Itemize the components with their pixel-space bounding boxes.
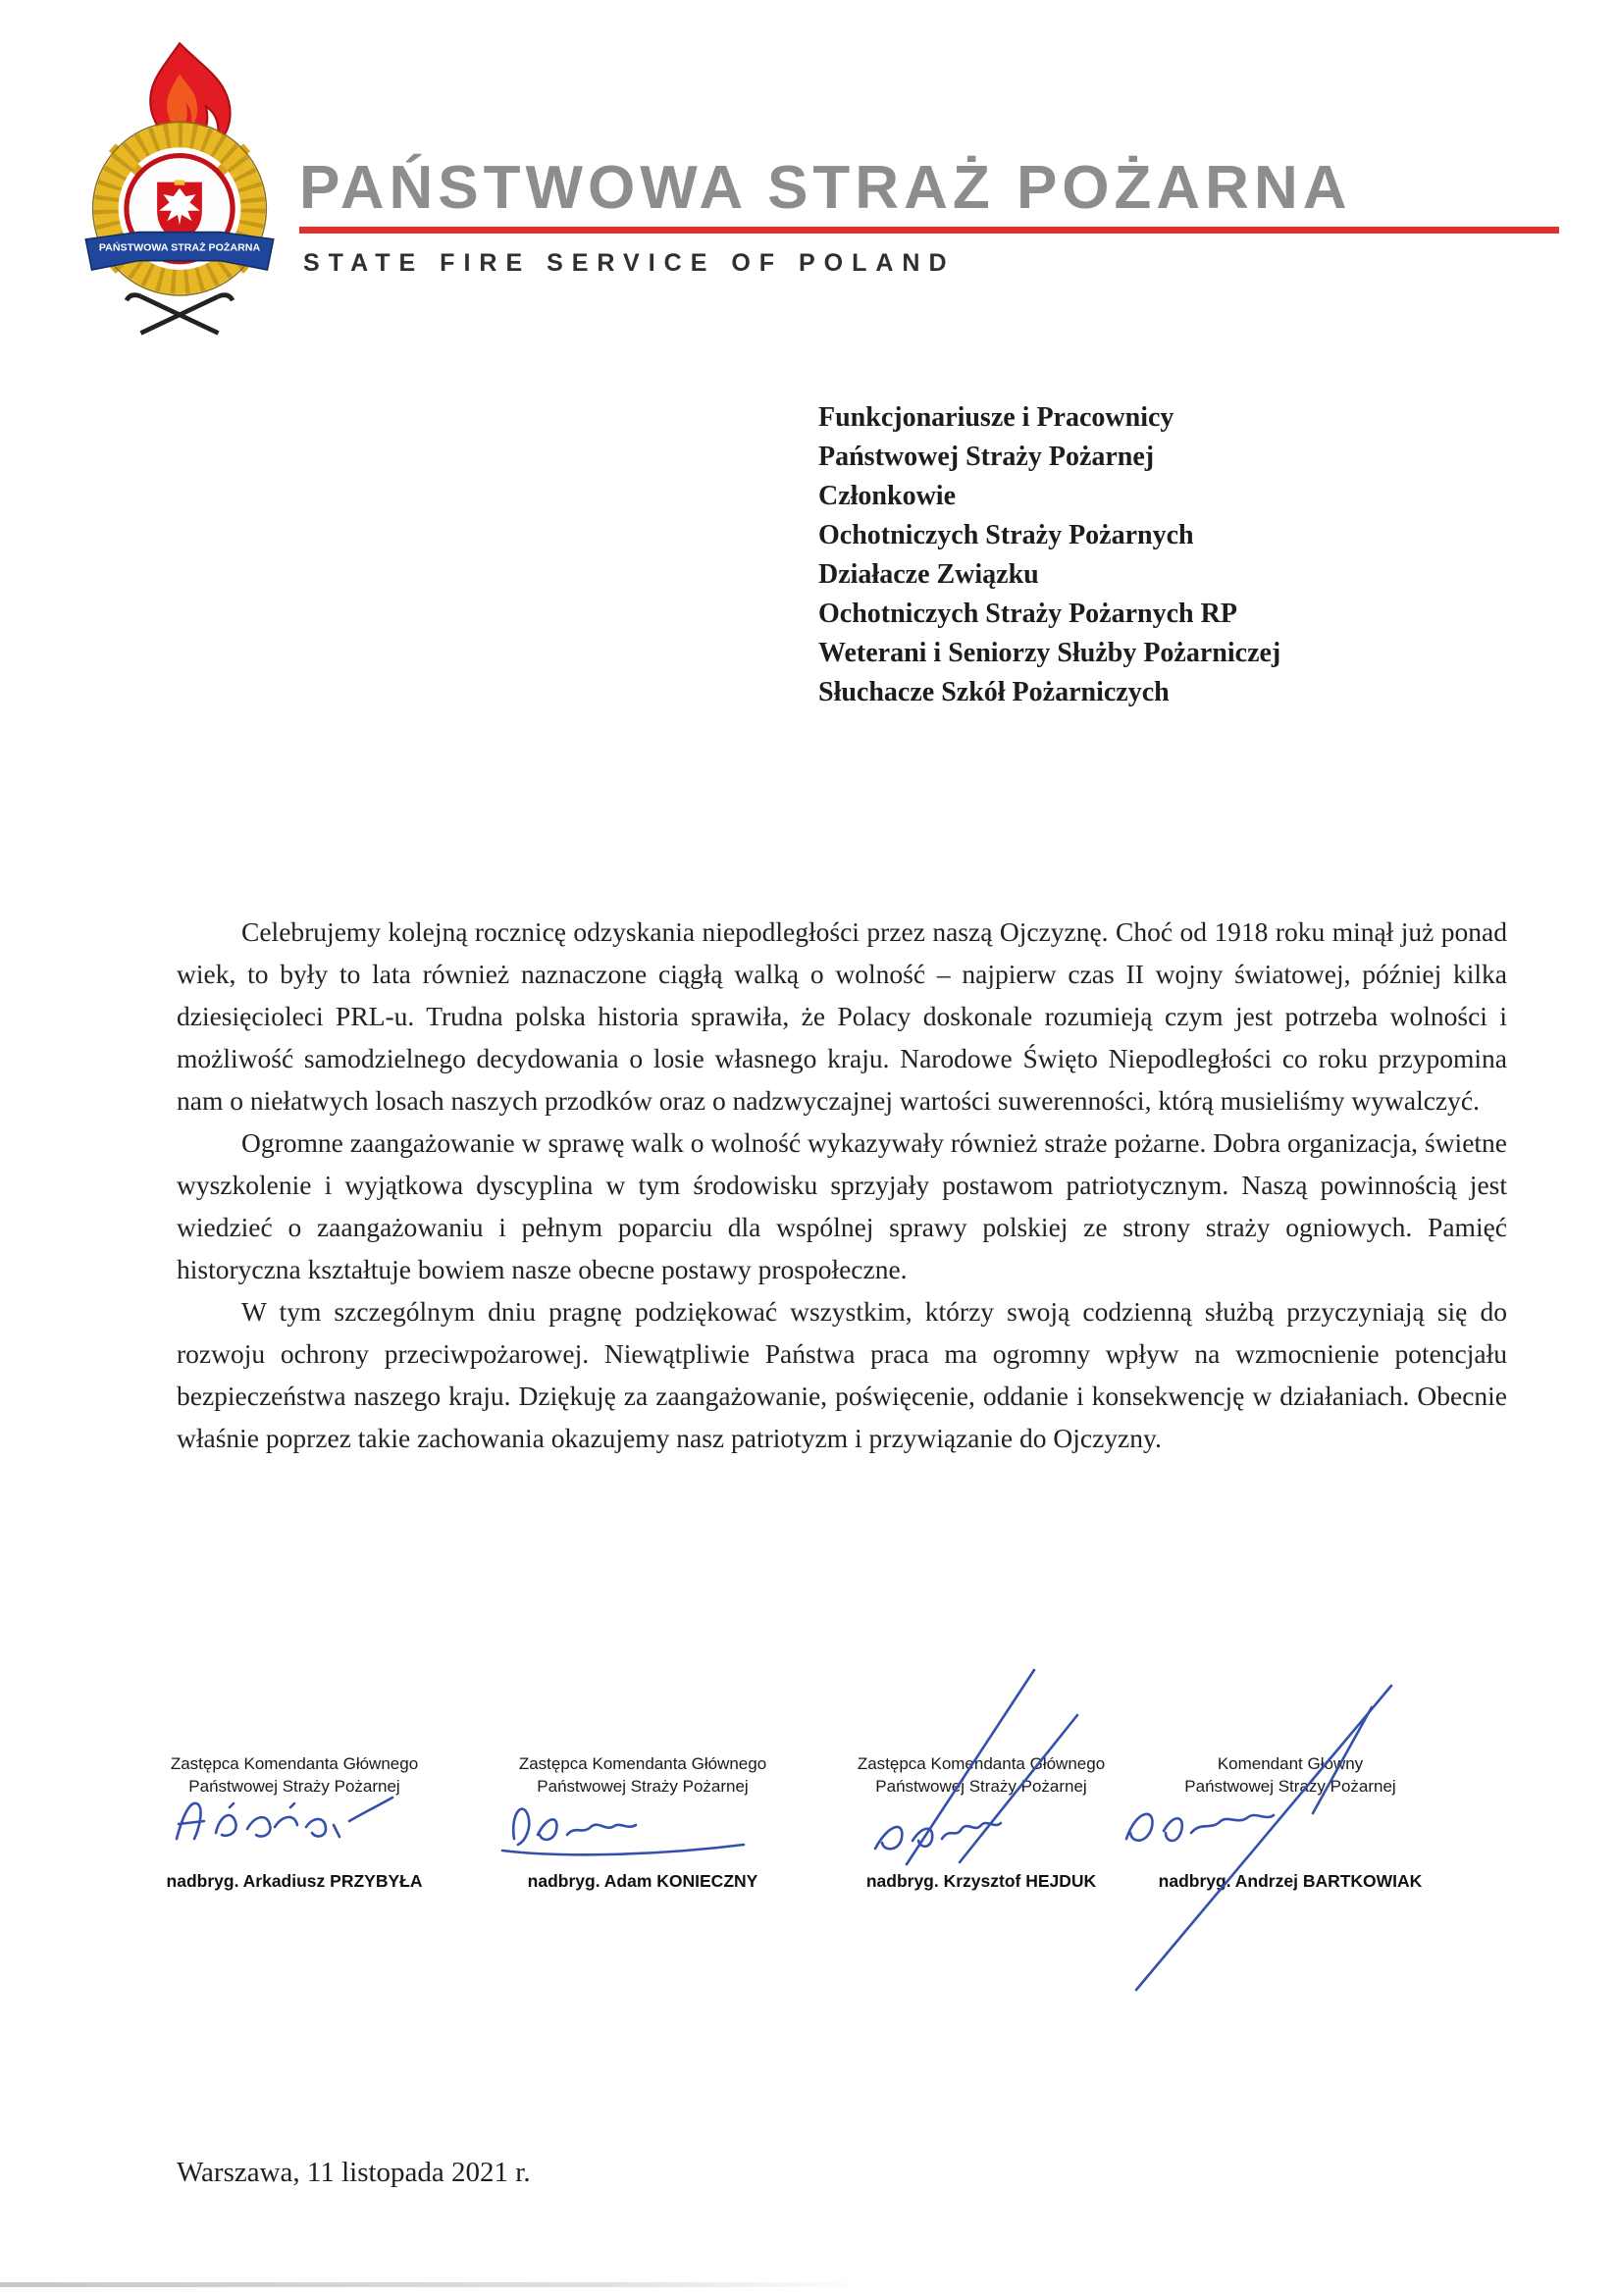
signer-name: nadbryg. Arkadiusz PRZYBYŁA — [166, 1871, 423, 1891]
letter-body — [177, 911, 1507, 1459]
signer-title-line2: Państwowej Straży Pożarnej — [1184, 1777, 1396, 1796]
signer-name: nadbryg. Andrzej BARTKOWIAK — [1158, 1871, 1423, 1891]
header-red-rule — [299, 227, 1559, 234]
place-and-date: Warszawa, 11 listopada 2021 r. — [177, 2157, 531, 2188]
addressee-line: Działacze Związku — [818, 559, 1039, 590]
body-paragraph-1: Celebrujemy kolejną rocznicę odzyskania niepodległości przez naszą Ojczyznę. Choć od 1918 roku minął już ponad wiek, to były to lata również naznaczone ciągłą walką o wolność – najpierw czas II wojny światowej, później kilka dziesięcioleci PRL-u. Trudna polska historia sprawiła, że Polacy doskonale rozumieją czym jest potrzeba wolności i możliwość samodzielnego decydowania o losie własnego kraju. Narodowe Święto Niepodległości co roku przypomina nam o niełatwych losach naszych przodków oraz o nadzwyczajnej wartości suwerenności, którą musieliśmy wywalczyć. — [177, 916, 1507, 1116]
signer-name: nadbryg. Adam KONIECZNY — [527, 1871, 758, 1891]
addressee-line: Funkcjonariusze i Pracownicy — [818, 402, 1174, 433]
organization-title: PAŃSTWOWA STRAŻ POŻARNA — [299, 154, 1352, 222]
addressee-line: Weterani i Seniorzy Służby Pożarniczej — [818, 638, 1281, 668]
fire-service-emblem-icon — [77, 39, 283, 345]
addressee-line: Ochotniczych Straży Pożarnych — [818, 520, 1194, 550]
letterhead — [0, 0, 1617, 392]
signer-title-line2: Państwowej Straży Pożarnej — [875, 1777, 1087, 1796]
signer-title-line1: Komendant Główny — [1217, 1754, 1364, 1773]
signature-block-konieczny — [486, 1752, 800, 1892]
body-paragraph-2: Ogromne zaangażowanie w sprawę walk o wolność wykazywały również straże pożarne. Dobra organizacja, świetne wyszkolenie i wyjątkowa dyscyplina w tym środowisku sprzyjały postawom patriotycznym. Naszą powinnością jest wiedzieć o zaangażowaniu i pełnym poparciu dla wspólnej sprawy polskiej ze strony straży ogniowych. Pamięć historyczna kształtuje bowiem nasze obecne postawy prospołeczne. — [177, 1127, 1507, 1284]
signer-title-line2: Państwowej Straży Pożarnej — [188, 1777, 400, 1796]
signature-block-bartkowiak — [1128, 1752, 1452, 1892]
signer-title-line2: Państwowej Straży Pożarnej — [537, 1777, 749, 1796]
body-paragraph-3: W tym szczególnym dniu pragnę podziękować wszystkim, którzy swoją codzienną służbą przyczyniają się do rozwoju ochrony przeciwpożarowej. Niewątpliwie Państwa praca ma ogromny wpływ na wzmocnienie potencjału bezpieczeństwa naszego kraju. Dziękuję za zaangażowanie, poświęcenie, oddanie i konsekwencję w działaniach. Obecnie właśnie poprzez takie zachowania okazujemy nasz patriotyzm i przywiązanie do Ojczyzny. — [177, 1296, 1507, 1453]
addressee-line: Słuchacze Szkół Pożarniczych — [818, 677, 1170, 707]
crossed-axes-icon — [127, 295, 233, 334]
signer-name: nadbryg. Krzysztof HEJDUK — [865, 1871, 1097, 1891]
signature-block-przybyla — [137, 1752, 451, 1892]
signature-block-hejduk — [824, 1752, 1138, 1892]
scan-artifact-line — [0, 2282, 863, 2287]
addressee-line: Państwowej Straży Pożarnej — [818, 442, 1155, 472]
addressee-block — [818, 398, 1505, 712]
signer-title-line1: Zastępca Komendanta Głównego — [518, 1754, 767, 1773]
organization-subtitle-en: STATE FIRE SERVICE OF POLAND — [303, 249, 956, 277]
ribbon-text: PAŃSTWOWA STRAŻ POŻARNA — [98, 242, 261, 254]
addressee-line: Członkowie — [818, 481, 956, 511]
addressee-line: Ochotniczych Straży Pożarnych RP — [818, 599, 1237, 629]
signer-title-line1: Zastępca Komendanta Głównego — [170, 1754, 419, 1773]
signer-title-line1: Zastępca Komendanta Głównego — [857, 1754, 1106, 1773]
